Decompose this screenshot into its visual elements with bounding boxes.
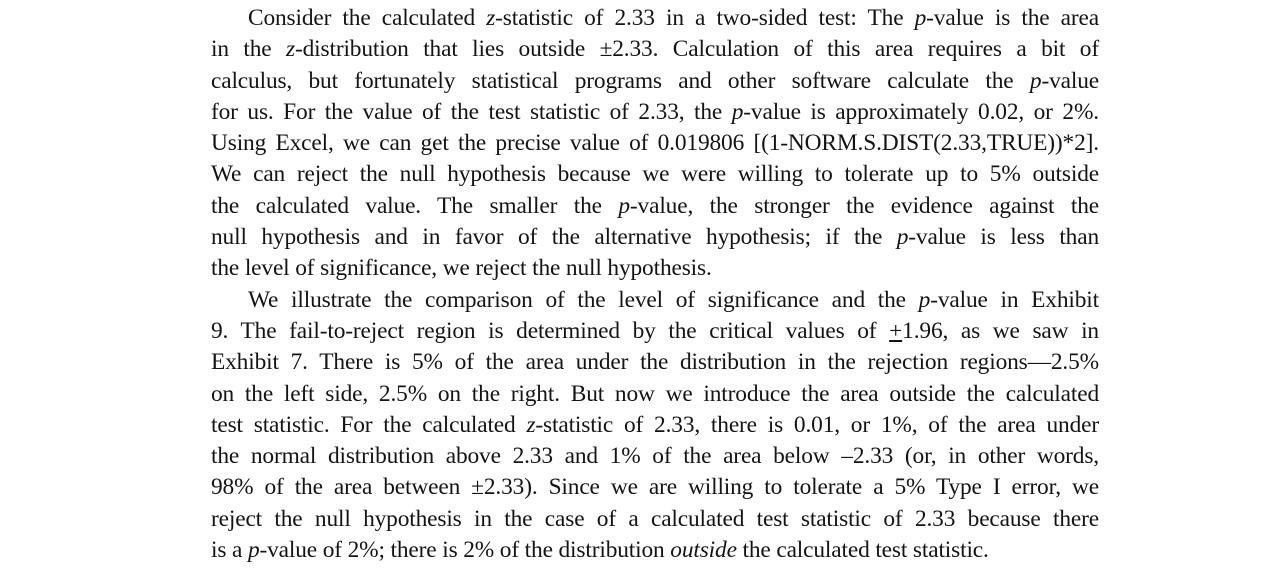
- text-line: [211, 504, 1099, 535]
- text-run: We can reject the null hypothesis because we were willing to tolerate up to 5% outside: [211, 161, 1099, 188]
- text-run: test statistic. For the calculated: [211, 411, 527, 438]
- italic-term: p: [618, 192, 630, 219]
- text-line: [211, 222, 1099, 253]
- text-line: [211, 347, 1099, 378]
- text-run: -value is less than: [908, 224, 1099, 251]
- text-run: We illustrate the comparison of the level of significance and the: [248, 286, 919, 313]
- text-run: 1.96, as we saw in: [902, 317, 1099, 344]
- body-text: [211, 3, 1099, 566]
- text-line: [211, 128, 1099, 159]
- text-run: Exhibit 7. There is 5% of the area under the distribution in the rejection regions—2.5%: [211, 349, 1099, 376]
- text-run: null hypothesis and in favor of the alternative hypothesis; if the: [211, 224, 897, 251]
- text-run: is a: [211, 537, 248, 564]
- text-run: -statistic of 2.33, there is 0.01, or 1%, of the area under: [535, 411, 1099, 438]
- plus-minus-symbol: +: [889, 317, 903, 344]
- text-run: calculus, but fortunately statistical programs and other software calculate the: [211, 67, 1030, 94]
- text-line: [211, 316, 1099, 347]
- italic-term: p: [731, 98, 744, 125]
- text-run: on the left side, 2.5% on the right. But now we introduce the area outside the calculated: [211, 380, 1099, 407]
- text-run: -distribution that lies outside ±2.33. Calculation of this area requires a bit of: [294, 36, 1099, 63]
- italic-term: p: [1029, 67, 1042, 94]
- text-run: Consider the calculated: [248, 5, 487, 31]
- text-line: [211, 97, 1099, 128]
- text-run: -value: [1041, 67, 1099, 94]
- text-run: -value, the stronger the evidence against the: [629, 192, 1100, 219]
- text-run: for us. For the value of the test statistic of 2.33, the: [211, 98, 732, 125]
- text-line: [211, 379, 1099, 410]
- text-line: [211, 472, 1099, 503]
- text-run: -value in Exhibit: [930, 286, 1099, 313]
- italic-term: p: [247, 537, 260, 564]
- text-line: [211, 285, 1099, 316]
- text-run: -value is the area: [926, 5, 1099, 31]
- text-line: [211, 441, 1099, 472]
- italic-term: p: [914, 5, 927, 31]
- text-line: [211, 159, 1099, 190]
- italic-term: z: [526, 411, 536, 438]
- text-run: the calculated value. The smaller the: [211, 192, 619, 219]
- text-run: -statistic of 2.33 in a two-sided test: The: [495, 5, 915, 31]
- italic-term: z: [286, 36, 295, 63]
- text-run: -value of 2%; there is 2% of the distribution: [259, 537, 671, 564]
- text-line: [211, 34, 1099, 65]
- text-line: [211, 535, 1099, 566]
- text-run: 9. The fail-to-reject region is determined by the critical values of: [211, 317, 890, 344]
- text-run: 98% of the area between ±2.33). Since we are willing to tolerate a 5% Type I error, we: [211, 474, 1099, 501]
- italic-term: p: [896, 224, 909, 251]
- paragraph-p-value-explanation: [211, 3, 1099, 285]
- text-run: in the: [211, 36, 287, 63]
- text-line: [211, 410, 1099, 441]
- italic-term: outside: [670, 537, 737, 564]
- text-run: Using Excel, we can get the precise value of 0.019806 [(1-NORM.S.DIST(2.33,TRUE))*2].: [211, 130, 1099, 157]
- text-run: reject the null hypothesis in the case of a calculated test statistic of 2.33 because there: [211, 505, 1099, 532]
- text-line: [211, 191, 1099, 222]
- italic-term: z: [486, 5, 496, 31]
- text-line: [211, 253, 1099, 284]
- text-line: [211, 3, 1099, 34]
- italic-term: p: [918, 286, 931, 313]
- text-run: the normal distribution above 2.33 and 1% of the area below –2.33 (or, in other words,: [211, 443, 1099, 470]
- text-run: the level of significance, we reject the null hypothesis.: [211, 255, 712, 282]
- text-run: -value is approximately 0.02, or 2%.: [743, 98, 1099, 125]
- text-line: [211, 66, 1099, 97]
- text-run: the calculated test statistic.: [736, 537, 989, 564]
- paragraph-significance-comparison: [211, 285, 1099, 567]
